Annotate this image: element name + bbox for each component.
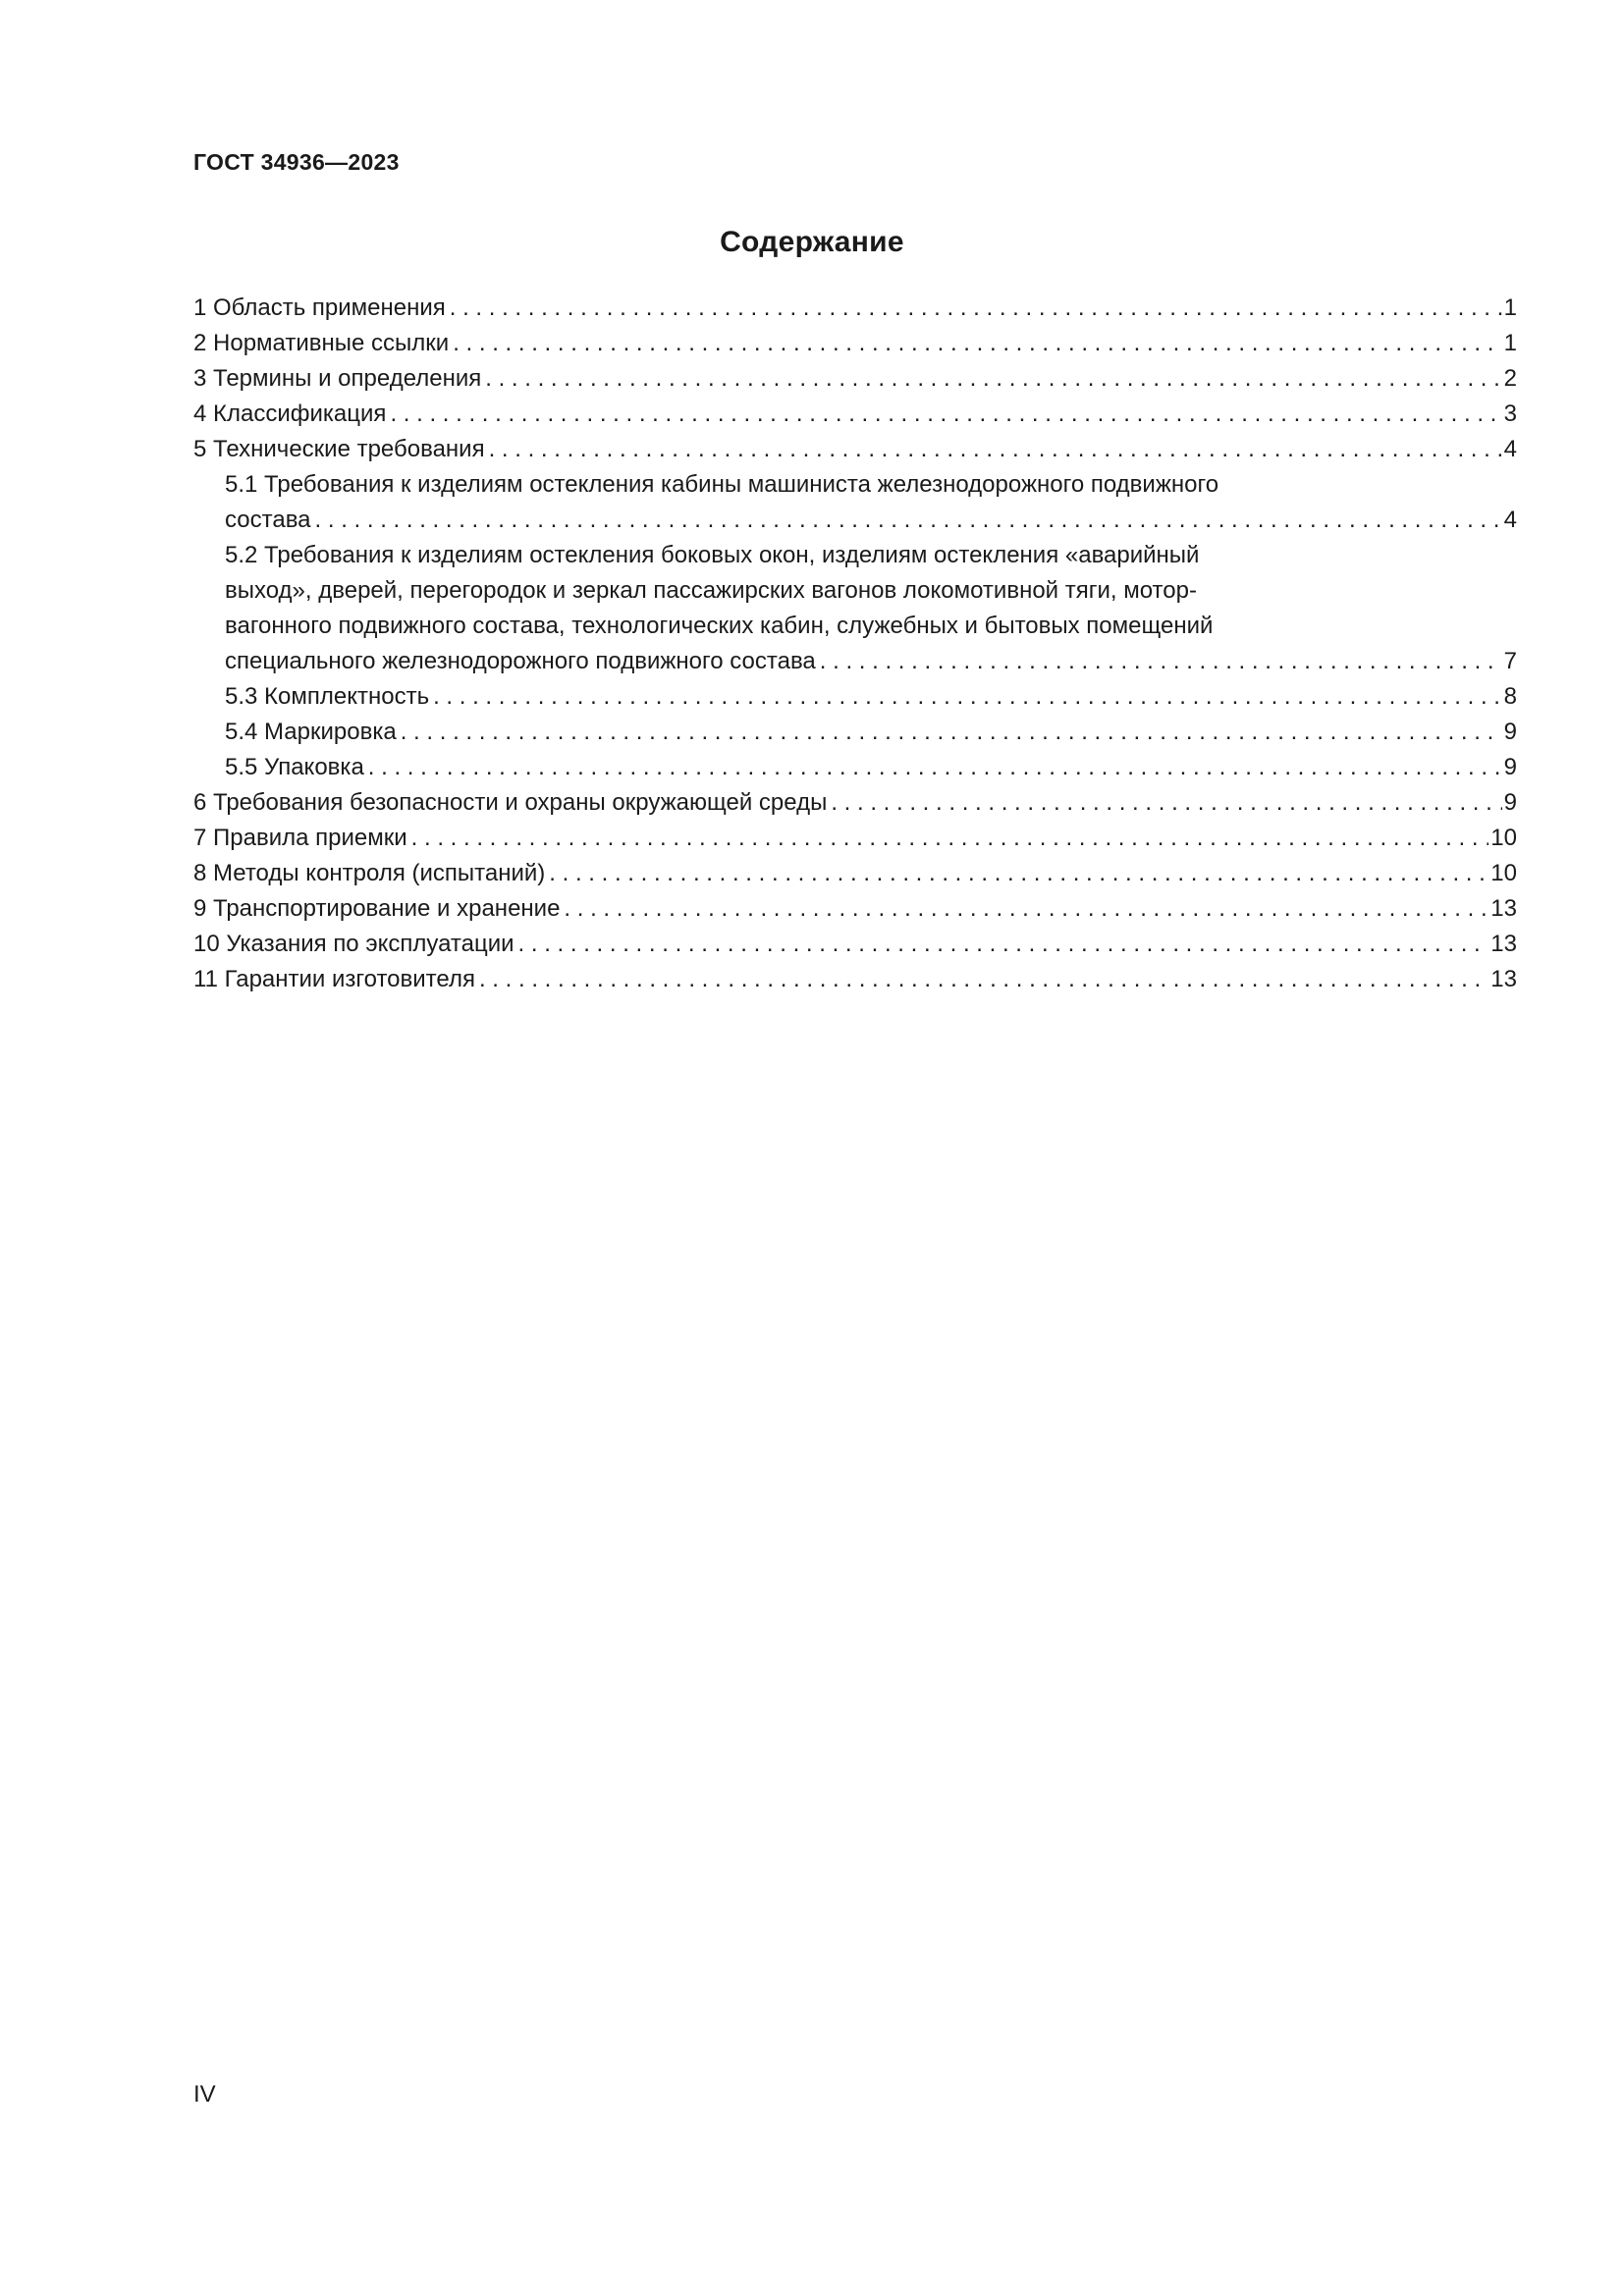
toc-entry-last-line <box>193 856 1517 891</box>
toc-entry[interactable] <box>193 432 1517 467</box>
dot-leader <box>453 326 1501 361</box>
toc-entry-last-line <box>225 679 1517 715</box>
dot-leader <box>479 962 1489 997</box>
toc-entry-last-line <box>225 503 1517 538</box>
toc-entry[interactable] <box>193 962 1517 997</box>
dot-leader <box>549 856 1489 891</box>
toc-entry-page: 9 <box>1503 789 1517 816</box>
toc-entry[interactable] <box>193 538 1517 679</box>
dot-leader <box>401 715 1502 750</box>
toc-entry-title: 4 Классификация <box>193 400 387 427</box>
toc-entry-last-line <box>193 821 1517 856</box>
toc-entry-title: 6 Требования безопасности и охраны окружающей среды <box>193 789 828 816</box>
toc-entry[interactable] <box>193 821 1517 856</box>
toc-entry-page: 10 <box>1490 825 1517 851</box>
toc-entry-last-line <box>193 361 1517 397</box>
toc-entry-line: вагонного подвижного состава, технологических кабин, служебных и бытовых помещений <box>225 613 1214 639</box>
toc-entry-page: 13 <box>1490 966 1517 992</box>
toc-entry-title: 7 Правила приемки <box>193 825 407 851</box>
toc-entry-title: 3 Термины и определения <box>193 365 482 392</box>
dot-leader <box>433 679 1502 715</box>
standard-id: ГОСТ 34936—2023 <box>193 149 400 175</box>
toc-entry-last-line <box>193 397 1517 432</box>
toc-entry-line: 5.2 Требования к изделиям остекления боковых окон, изделиям остекления «аварийный <box>225 542 1200 568</box>
toc-entry-page: 4 <box>1503 436 1517 462</box>
toc-entry[interactable] <box>193 291 1517 326</box>
toc-entry-page: 4 <box>1503 507 1517 533</box>
toc-entry-title: 5.5 Упаковка <box>225 754 364 780</box>
toc-entry-page: 13 <box>1490 931 1517 957</box>
toc-entry-last-line <box>225 750 1517 785</box>
toc-entry-page: 10 <box>1490 860 1517 886</box>
toc-entry-last-line <box>193 891 1517 927</box>
toc-entry-last-line <box>193 785 1517 821</box>
toc-entry[interactable] <box>193 927 1517 962</box>
toc-entry-title: 10 Указания по эксплуатации <box>193 931 514 957</box>
toc-entry-title: состава <box>225 507 311 533</box>
toc-entry-page: 3 <box>1503 400 1517 427</box>
toc-entry[interactable] <box>193 467 1517 538</box>
toc-entry-page: 1 <box>1503 294 1517 321</box>
toc-entry-title: 5.4 Маркировка <box>225 719 397 745</box>
dot-leader <box>315 503 1502 538</box>
toc-entry-last-line <box>225 715 1517 750</box>
toc-entry-last-line <box>193 962 1517 997</box>
dot-leader <box>390 397 1501 432</box>
toc-entry-title: 9 Транспортирование и хранение <box>193 895 561 922</box>
dot-leader <box>368 750 1502 785</box>
toc-entry-title: 5.3 Комплектность <box>225 683 430 710</box>
dot-leader <box>485 361 1501 397</box>
dot-leader <box>820 644 1502 679</box>
toc-entry-title: 1 Область применения <box>193 294 446 321</box>
dot-leader <box>450 291 1502 326</box>
toc-entry-last-line <box>225 644 1517 679</box>
toc-entry-line: выход», дверей, перегородок и зеркал пассажирских вагонов локомотивной тяги, мотор- <box>225 577 1197 604</box>
page-number: IV <box>193 2081 216 2108</box>
toc-entry-title: 8 Методы контроля (испытаний) <box>193 860 546 886</box>
toc-entry[interactable] <box>193 785 1517 821</box>
dot-leader <box>489 432 1502 467</box>
toc-entry-page: 8 <box>1503 683 1517 710</box>
toc-entry-page: 9 <box>1503 719 1517 745</box>
toc-title: Содержание <box>720 226 904 258</box>
dot-leader <box>411 821 1489 856</box>
toc-entry[interactable] <box>193 326 1517 361</box>
toc-entry[interactable] <box>193 856 1517 891</box>
toc-entry-page: 2 <box>1503 365 1517 392</box>
toc-entry-title: 5 Технические требования <box>193 436 485 462</box>
toc-entry-last-line <box>193 432 1517 467</box>
dot-leader <box>564 891 1489 927</box>
dot-leader <box>831 785 1501 821</box>
toc-entry-last-line <box>193 291 1517 326</box>
toc-entry-page: 13 <box>1490 895 1517 922</box>
dot-leader <box>518 927 1489 962</box>
toc-entry[interactable] <box>193 750 1517 785</box>
toc-entry-page: 1 <box>1503 330 1517 356</box>
table-of-contents <box>193 291 1517 997</box>
toc-entry-page: 9 <box>1503 754 1517 780</box>
toc-entry-page: 7 <box>1503 648 1517 674</box>
toc-entry[interactable] <box>193 397 1517 432</box>
toc-entry-line: 5.1 Требования к изделиям остекления кабины машиниста железнодорожного подвижного <box>225 471 1219 498</box>
toc-entry-title: специального железнодорожного подвижного состава <box>225 648 816 674</box>
toc-entry-title: 11 Гарантии изготовителя <box>193 966 475 992</box>
toc-entry[interactable] <box>193 891 1517 927</box>
toc-entry[interactable] <box>193 361 1517 397</box>
toc-entry[interactable] <box>193 715 1517 750</box>
toc-entry-title: 2 Нормативные ссылки <box>193 330 450 356</box>
toc-entry-last-line <box>193 927 1517 962</box>
toc-entry-last-line <box>193 326 1517 361</box>
toc-entry[interactable] <box>193 679 1517 715</box>
